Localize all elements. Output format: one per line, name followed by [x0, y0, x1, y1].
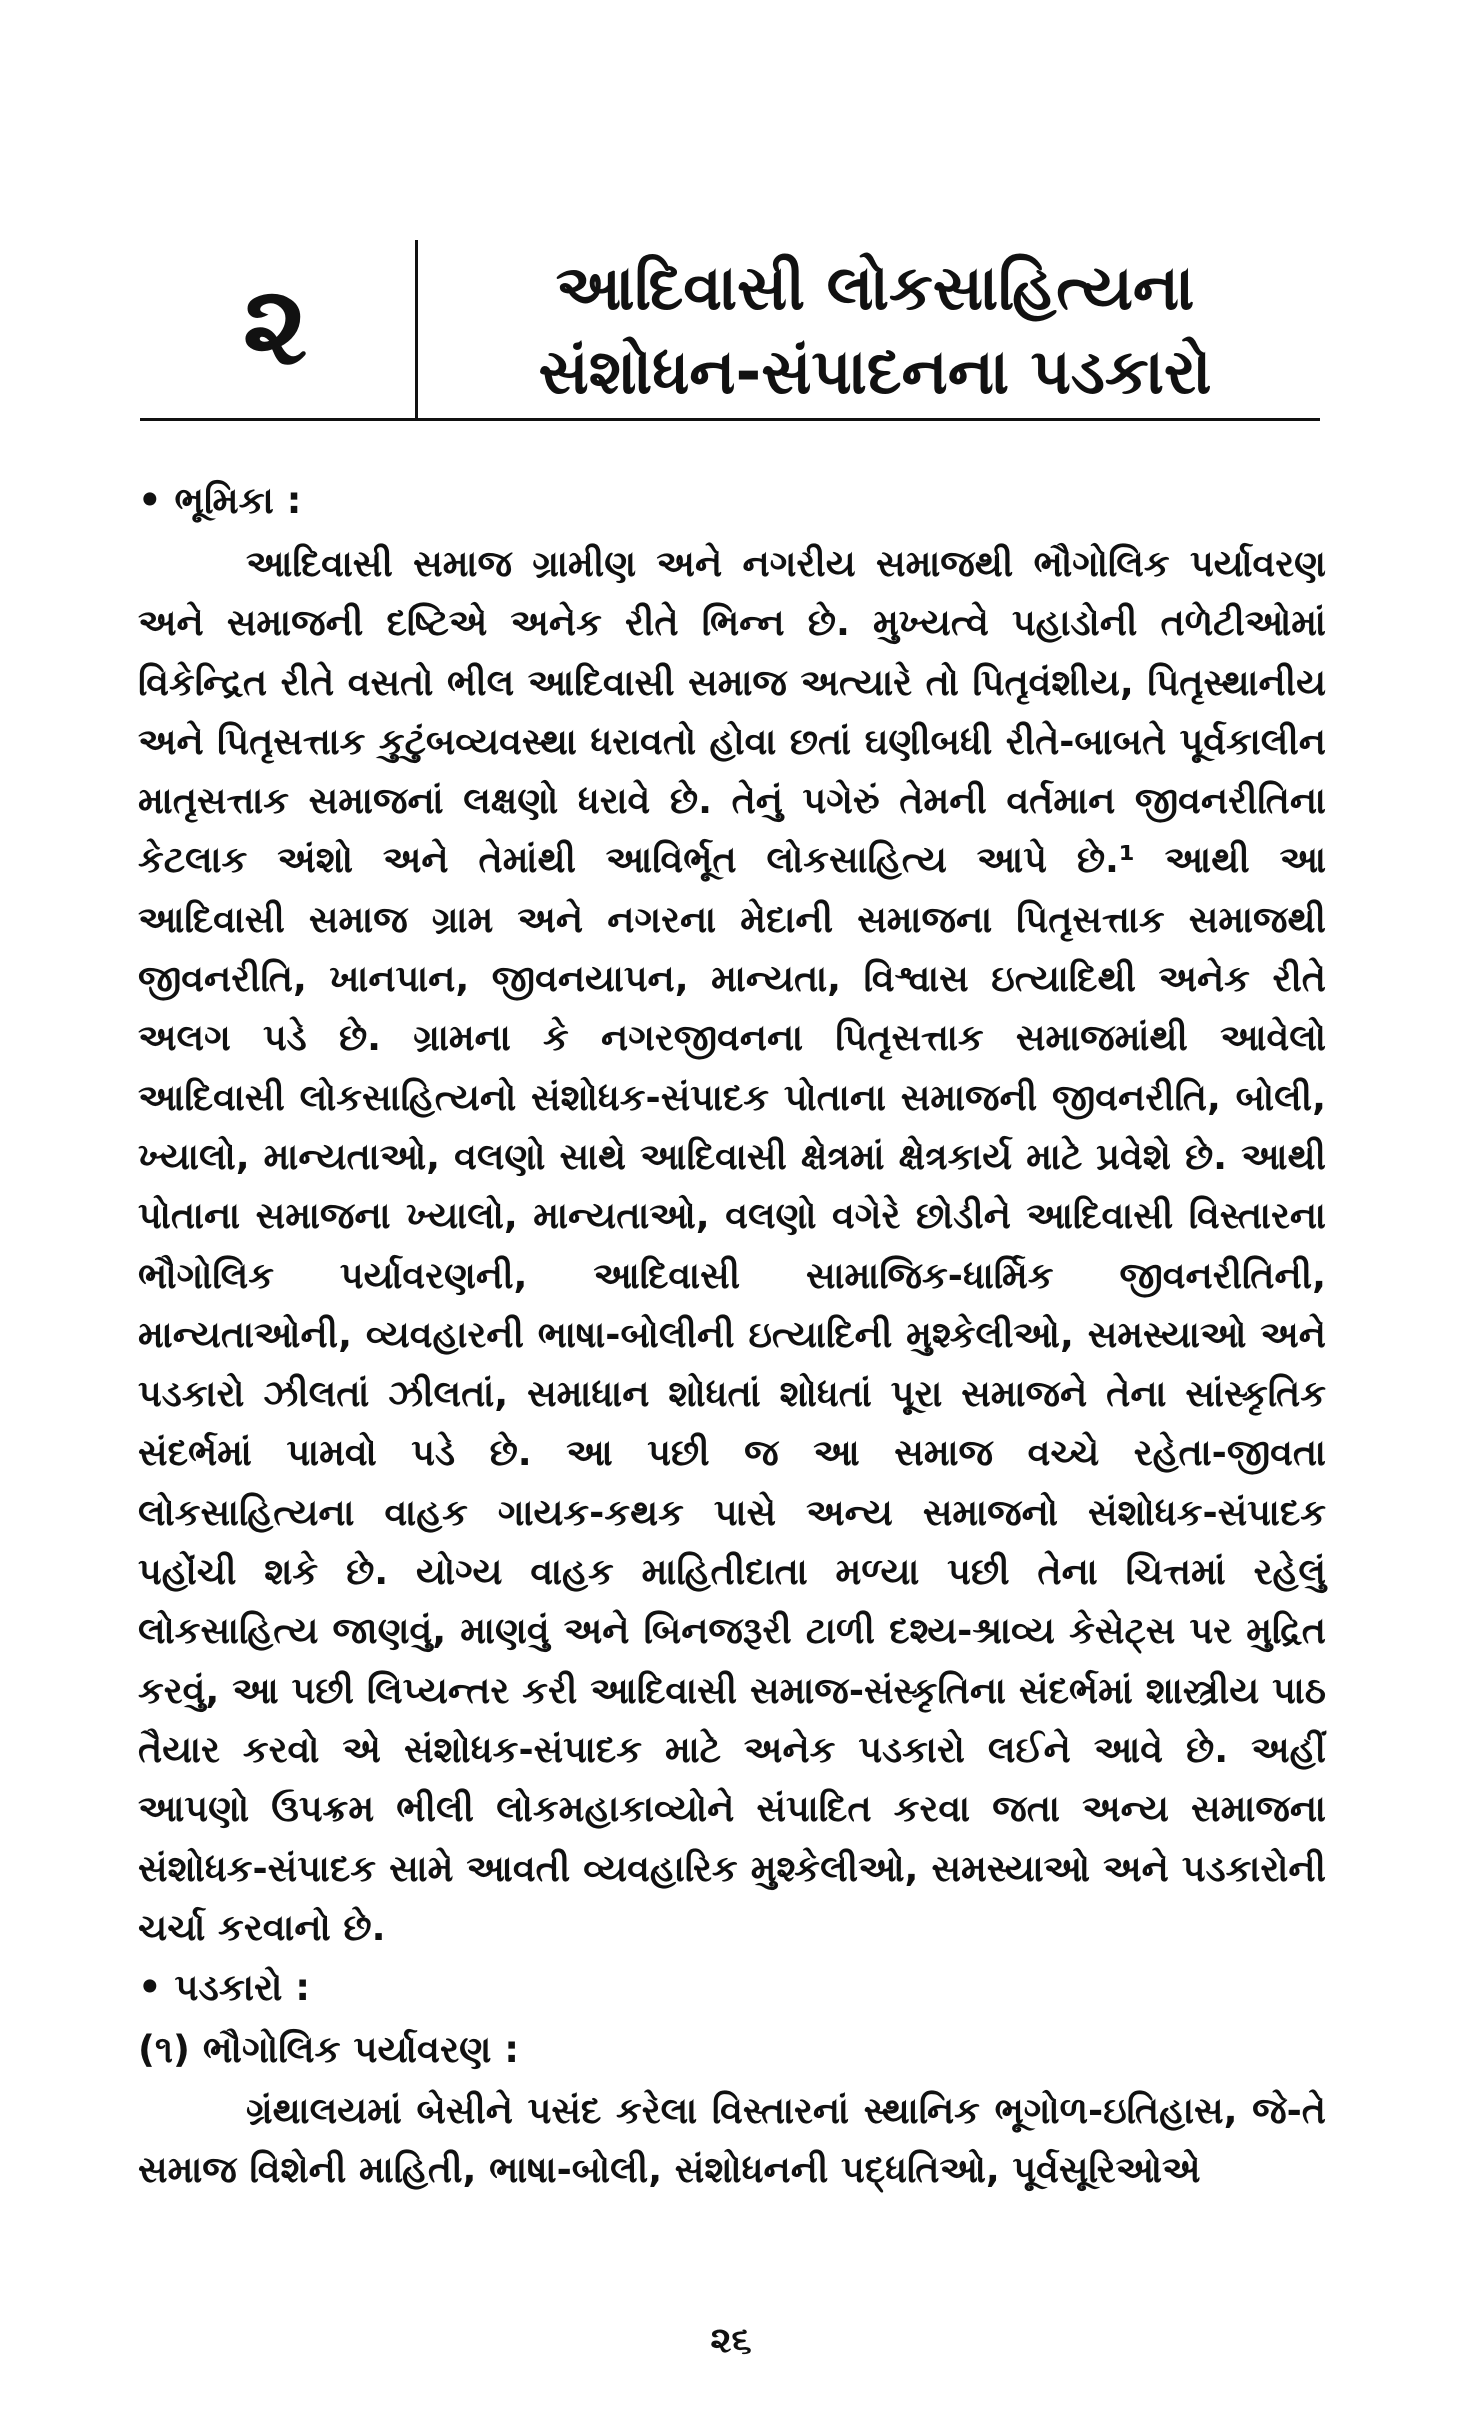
chapter-title-line-1: આદિવાસી લોકસાહિત્યના — [555, 251, 1195, 324]
section-heading-challenges: • પડકારો : — [138, 1966, 311, 2010]
geography-paragraph: ગ્રંથાલયમાં બેસીને પસંદ કરેલા વિસ્તારનાં સ્થાનિક ભૂગોળ-ઇતિહાસ, જે-તે સમાજ વિશેની માહિતી, ભાષા-બોલી, સંશોધનની પદ્ધતિઓ, પૂર્વસૂરિઓએ — [138, 2089, 1326, 2192]
chapter-title-line-2: સંશોધન-સંપાદનના પડકારો — [538, 335, 1212, 408]
chapter-header — [140, 230, 1320, 420]
chapter-number: ૨ — [242, 261, 308, 389]
page-number: ૨૬ — [710, 2320, 752, 2361]
header-divider — [415, 240, 418, 418]
section-heading-introduction: • ભૂમિકા : — [138, 479, 302, 522]
page-body — [138, 470, 1326, 2200]
chapter-title — [430, 246, 1320, 414]
header-rule — [140, 418, 1320, 421]
subsection-heading-geography: (૧) ભૌગોલિક પર્યાવરણ : — [138, 2028, 520, 2072]
introduction-paragraph: આદિવાસી સમાજ ગ્રામીણ અને નગરીય સમાજથી ભૌગોલિક પર્યાવરણ અને સમાજની દષ્ટિએ અનેક રીતે ભિન્ન છે. મુખ્યત્વે પહાડોની તળેટીઓમાં વિકેન્દ્રિત રીતે વસતો ભીલ આદિવાસી સમાજ અત્યારે તો પિતૃવંશીય, પિતૃસ્થાનીય અને પિતૃસત્તાક કુટુંબવ્યવસ્થા ધરાવતો હોવા છતાં ઘણીબધી રીતે-બાબતે પૂર્વકાલીન માતૃસત્તાક સમાજનાં લક્ષણો ધરાવે છે. તેનું પગેરું તેમની વર્તમાન જીવનરીતિના કેટલાક અંશો અને તેમાંથી આવિર્ભૂત લોકસાહિત્ય આપે છે.¹ આથી આ આદિવાસી સમાજ ગ્રામ અને નગરના મેદાની સમાજના પિતૃસત્તાક સમાજથી જીવનરીતિ, ખાનપાન, જીવનયાપન, માન્યતા, વિશ્વાસ ઇત્યાદિથી અનેક રીતે અલગ પડે છે. ગ્રામના કે નગરજીવનના પિતૃસત્તાક સમાજમાંથી આવેલો આદિવાસી લોકસાહિત્યનો સંશોધક-સંપાદક પોતાના સમાજની જીવનરીતિ, બોલી, ખ્યાલો, માન્યતાઓ, વલણો સાથે આદિવાસી ક્ષેત્રમાં ક્ષેત્રકાર્ય માટે પ્રવેશે છે. આથી પોતાના સમાજના ખ્યાલો, માન્યતાઓ, વલણો વગેરે છોડીને આદિવાસી વિસ્તારના ભૌગોલિક પર્યાવરણની, આદિવાસી સામાજિક-ધાર્મિક જીવનરીતિની, માન્યતાઓની, વ્યવહારની ભાષા-બોલીની ઇત્યાદિની મુશ્કેલીઓ, સમસ્યાઓ અને પડકારો ઝીલતાં ઝીલતાં, સમાધાન શોધતાં શોધતાં પૂરા સમાજને તેના સાંસ્કૃતિક સંદર્ભમાં પામવો પડે છે. આ પછી જ આ સમાજ વચ્ચે રહેતા-જીવતા લોકસાહિત્યના વાહક ગાયક-કથક પાસે અન્ય સમાજનો સંશોધક-સંપાદક પહોંચી શકે છે. યોગ્ય વાહક માહિતીદાતા મળ્યા પછી તેના ચિત્તમાં રહેલું લોકસાહિત્ય જાણવું, માણવું અને બિનજરૂરી ટાળી દશ્ય-શ્રાવ્ય કેસેટ્સ પર મુદ્રિત કરવું, આ પછી લિપ્યન્તર કરી આદિવાસી સમાજ-સંસ્કૃતિના સંદર્ભમાં શાસ્ત્રીય પાઠ તૈયાર કરવો એ સંશોધક-સંપાદક માટે અનેક પડકારો લઈને આવે છે. અહીં આપણો ઉપક્રમ ભીલી લોકમહાકાવ્યોને સંપાદિત કરવા જતા અન્ય સમાજના સંશોધક-સંપાદક સામે આવતી વ્યવહારિક મુશ્કેલીઓ, સમસ્યાઓ અને પડકારોની ચર્ચા કરવાનો છે. — [138, 542, 1326, 1949]
